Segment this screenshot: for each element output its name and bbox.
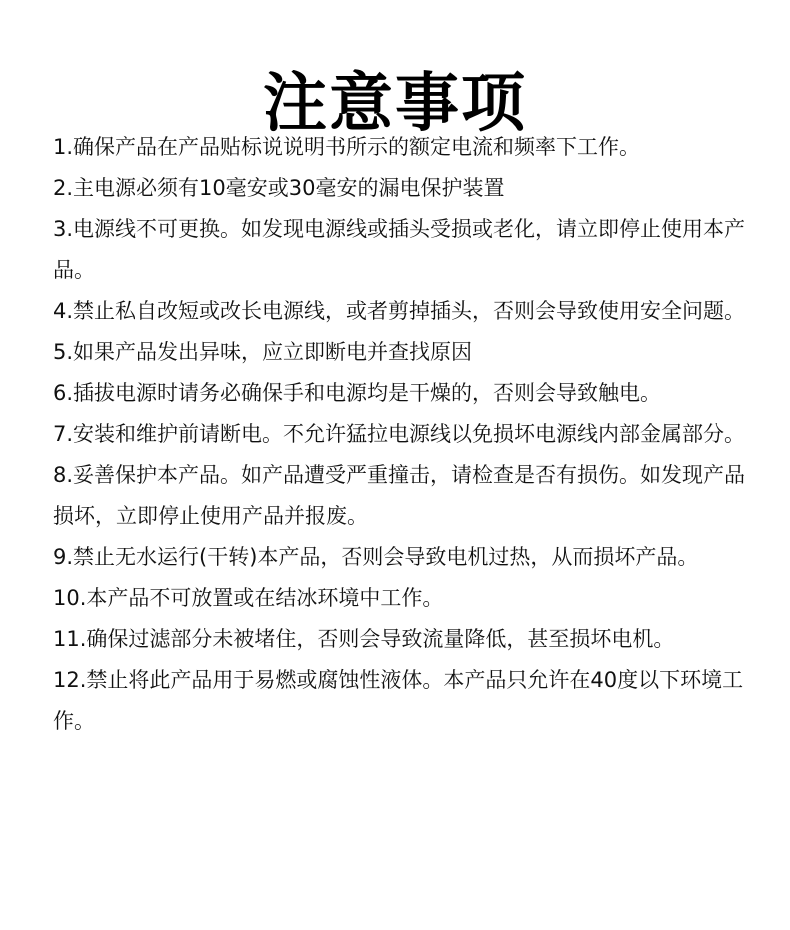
list-item: 8.妥善保护本产品。如产品遭受严重撞击，请检查是否有损伤。如发现产品损坏，立即停止使用产品并报废。	[53, 463, 746, 528]
list-item: 4.禁止私自改短或改长电源线，或者剪掉插头，否则会导致使用安全问题。	[53, 299, 746, 323]
list-item: 7.安装和维护前请断电。不允许猛拉电源线以免损坏电源线内部金属部分。	[53, 422, 746, 446]
list-item: 10.本产品不可放置或在结冰环境中工作。	[53, 586, 444, 610]
page-title: 注意事项	[263, 66, 527, 141]
list-item: 9.禁止无水运行(干转)本产品，否则会导致电机过热，从而损坏产品。	[53, 545, 699, 569]
list-item: 6.插拔电源时请务必确保手和电源均是干燥的，否则会导致触电。	[53, 381, 662, 405]
list-item: 1.确保产品在产品贴标说说明书所示的额定电流和频率下工作。	[53, 135, 641, 159]
list-item: 5.如果产品发出异味，应立即断电并查找原因	[53, 340, 473, 364]
list-item: 3.电源线不可更换。如发现电源线或插头受损或老化，请立即停止使用本产品。	[53, 217, 746, 282]
list-item: 12.禁止将此产品用于易燃或腐蚀性液体。本产品只允许在40度以下环境工作。	[53, 668, 744, 733]
list-item: 11.确保过滤部分未被堵住，否则会导致流量降低，甚至损坏电机。	[53, 627, 675, 651]
precautions-list	[53, 127, 753, 742]
list-item: 2.主电源必须有10毫安或30毫安的漏电保护装置	[53, 176, 505, 200]
